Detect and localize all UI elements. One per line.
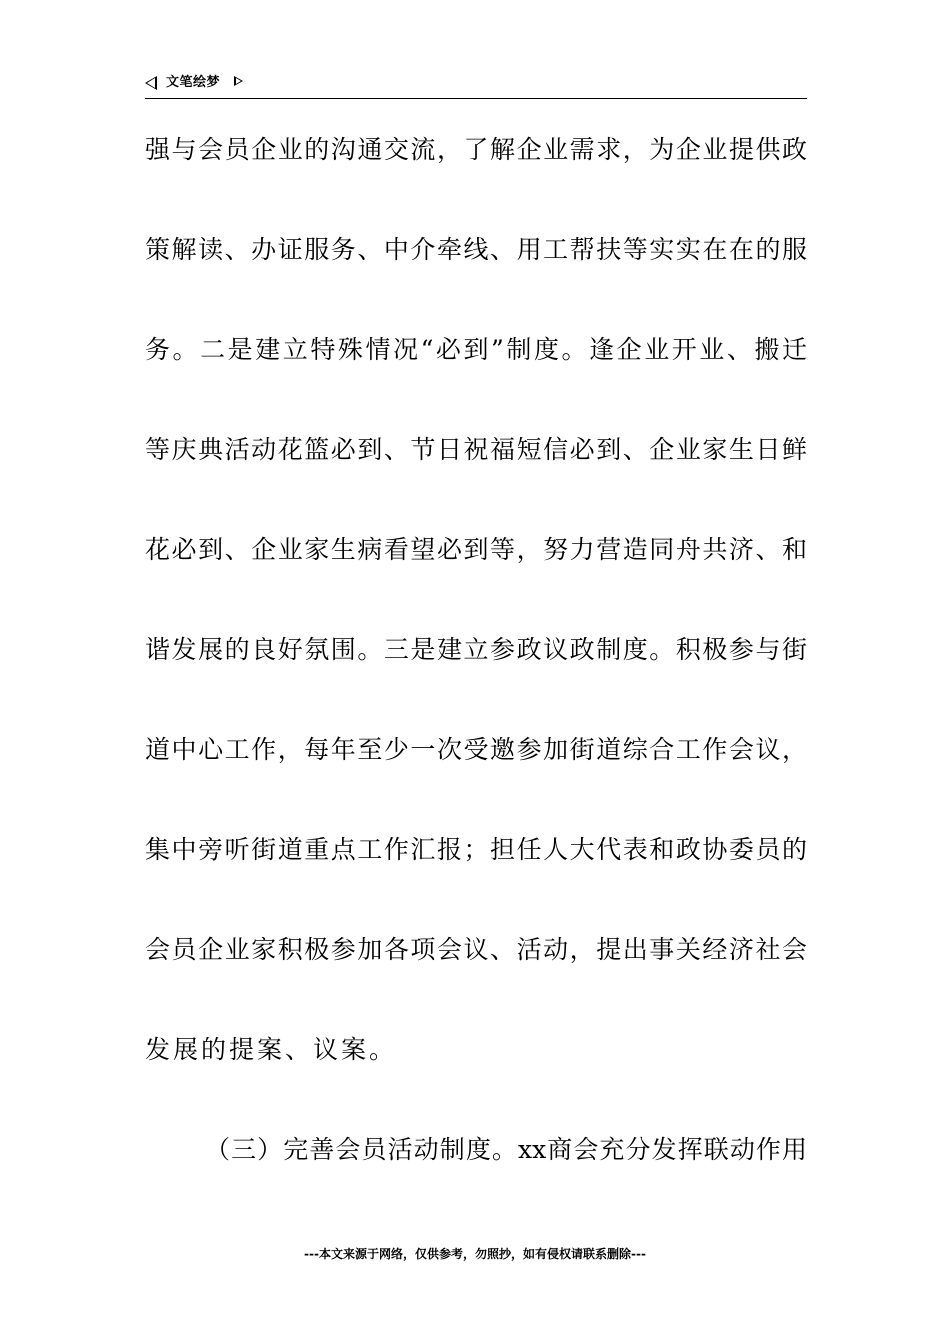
body-line: 花必到、企业家生病看望必到等，努力营造同舟共济、和	[145, 535, 807, 564]
body-line: 道中心工作，每年至少一次受邀参加街道综合工作会议，	[145, 735, 807, 764]
right-triangle-icon	[234, 76, 243, 86]
page-footer: ---本文来源于网络，仅供参考，勿照抄，如有侵权请联系删除---	[304, 1247, 646, 1261]
body-line: 集中旁听街道重点工作汇报；担任人大代表和政协委员的	[145, 835, 807, 864]
body-line: 谐发展的良好氛围。三是建立参政议政制度。积极参与街	[145, 635, 807, 664]
body-line: 务。二是建立特殊情况“必到”制度。逢企业开业、搬迁	[145, 335, 807, 364]
header-title: 文笔绘梦	[166, 75, 221, 90]
body-line: 等庆典活动花篮必到、节日祝福短信必到、企业家生日鲜	[145, 435, 807, 464]
left-triangle-icon	[145, 76, 157, 90]
body-line: 会员企业家积极参加各项会议、活动，提出事关经济社会	[145, 935, 807, 964]
body-line: 发展的提案、议案。	[145, 1035, 398, 1064]
body-line: 强与会员企业的沟通交流，了解企业需求，为企业提供政	[145, 135, 807, 164]
section-heading-line: （三）完善会员活动制度。xx商会充分发挥联动作用	[205, 1135, 807, 1164]
page-header	[145, 72, 807, 99]
body-line: 策解读、办证服务、中介牵线、用工帮扶等实实在在的服	[145, 235, 807, 264]
